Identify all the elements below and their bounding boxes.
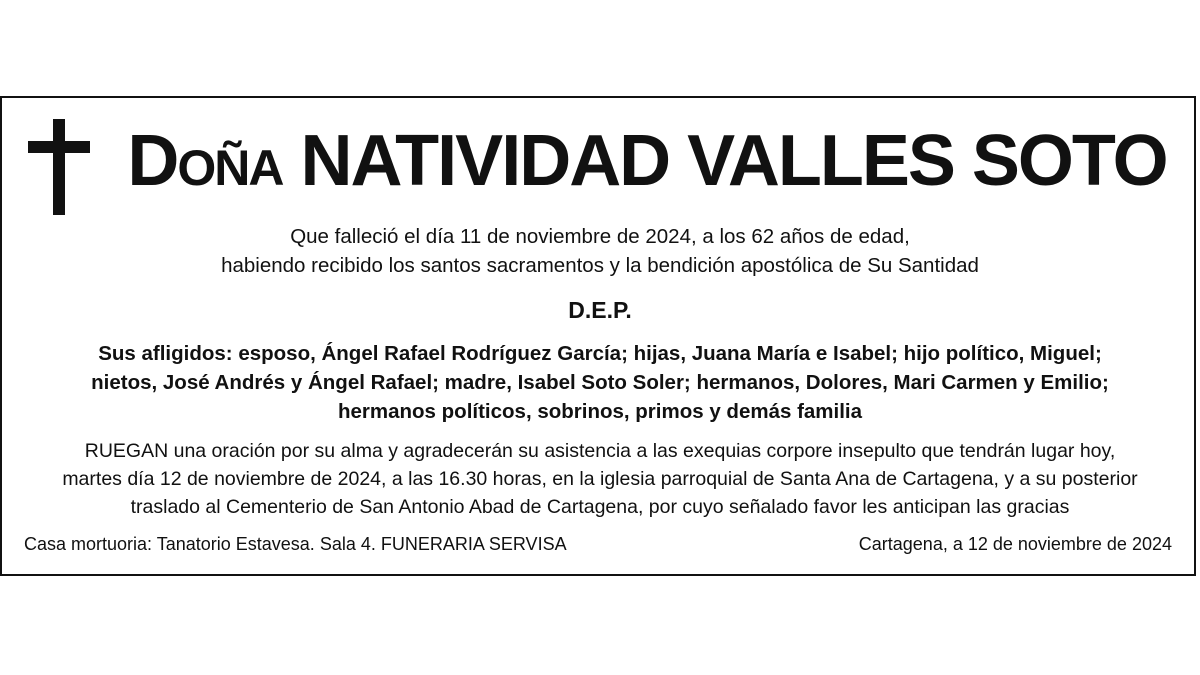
obituary-notice <box>0 96 1196 576</box>
latin-cross-icon <box>28 119 90 215</box>
honorific: Doña <box>127 121 283 201</box>
dep-abbreviation: D.E.P. <box>568 297 632 323</box>
mourners-list <box>12 339 1188 426</box>
ruegan-line: traslado al Cementerio de San Antonio Abad de Cartagena, por cuyo señalado favor les anticipan las gracias <box>130 496 1070 518</box>
ruegan-line: martes día 12 de noviembre de 2024, a las 16.30 horas, en la iglesia parroquial de Santa Ana de Cartagena, y a su posterior <box>62 468 1138 490</box>
death-announcement <box>12 222 1188 280</box>
deceased-name: NATIVIDAD VALLES SOTO <box>300 121 1167 201</box>
funeral-details <box>12 437 1188 521</box>
intro-line: Que falleció el día 11 de noviembre de 2024, a los 62 años de edad, <box>290 225 910 248</box>
intro-line: habiendo recibido los santos sacramentos y la bendición apostólica de Su Santidad <box>221 254 979 277</box>
family-line: Sus afligidos: esposo, Ángel Rafael Rodríguez García; hijas, Juana María e Isabel; hijo político, Miguel; <box>98 342 1102 365</box>
family-line: hermanos políticos, sobrinos, primos y demás familia <box>337 400 863 423</box>
deceased-name-heading <box>112 116 1182 206</box>
family-line: nietos, José Andrés y Ángel Rafael; madre, Isabel Soto Soler; hermanos, Dolores, Mari Carmen y Emilio; <box>91 371 1109 394</box>
funeral-home-info: Casa mortuoria: Tanatorio Estavesa. Sala 4. FUNERARIA SERVISA <box>24 534 567 554</box>
ruegan-line: RUEGAN una oración por su alma y agradecerán su asistencia a las exequias corpore insepulto que tendrán lugar hoy, <box>84 440 1116 462</box>
place-and-date: Cartagena, a 12 de noviembre de 2024 <box>858 534 1172 554</box>
